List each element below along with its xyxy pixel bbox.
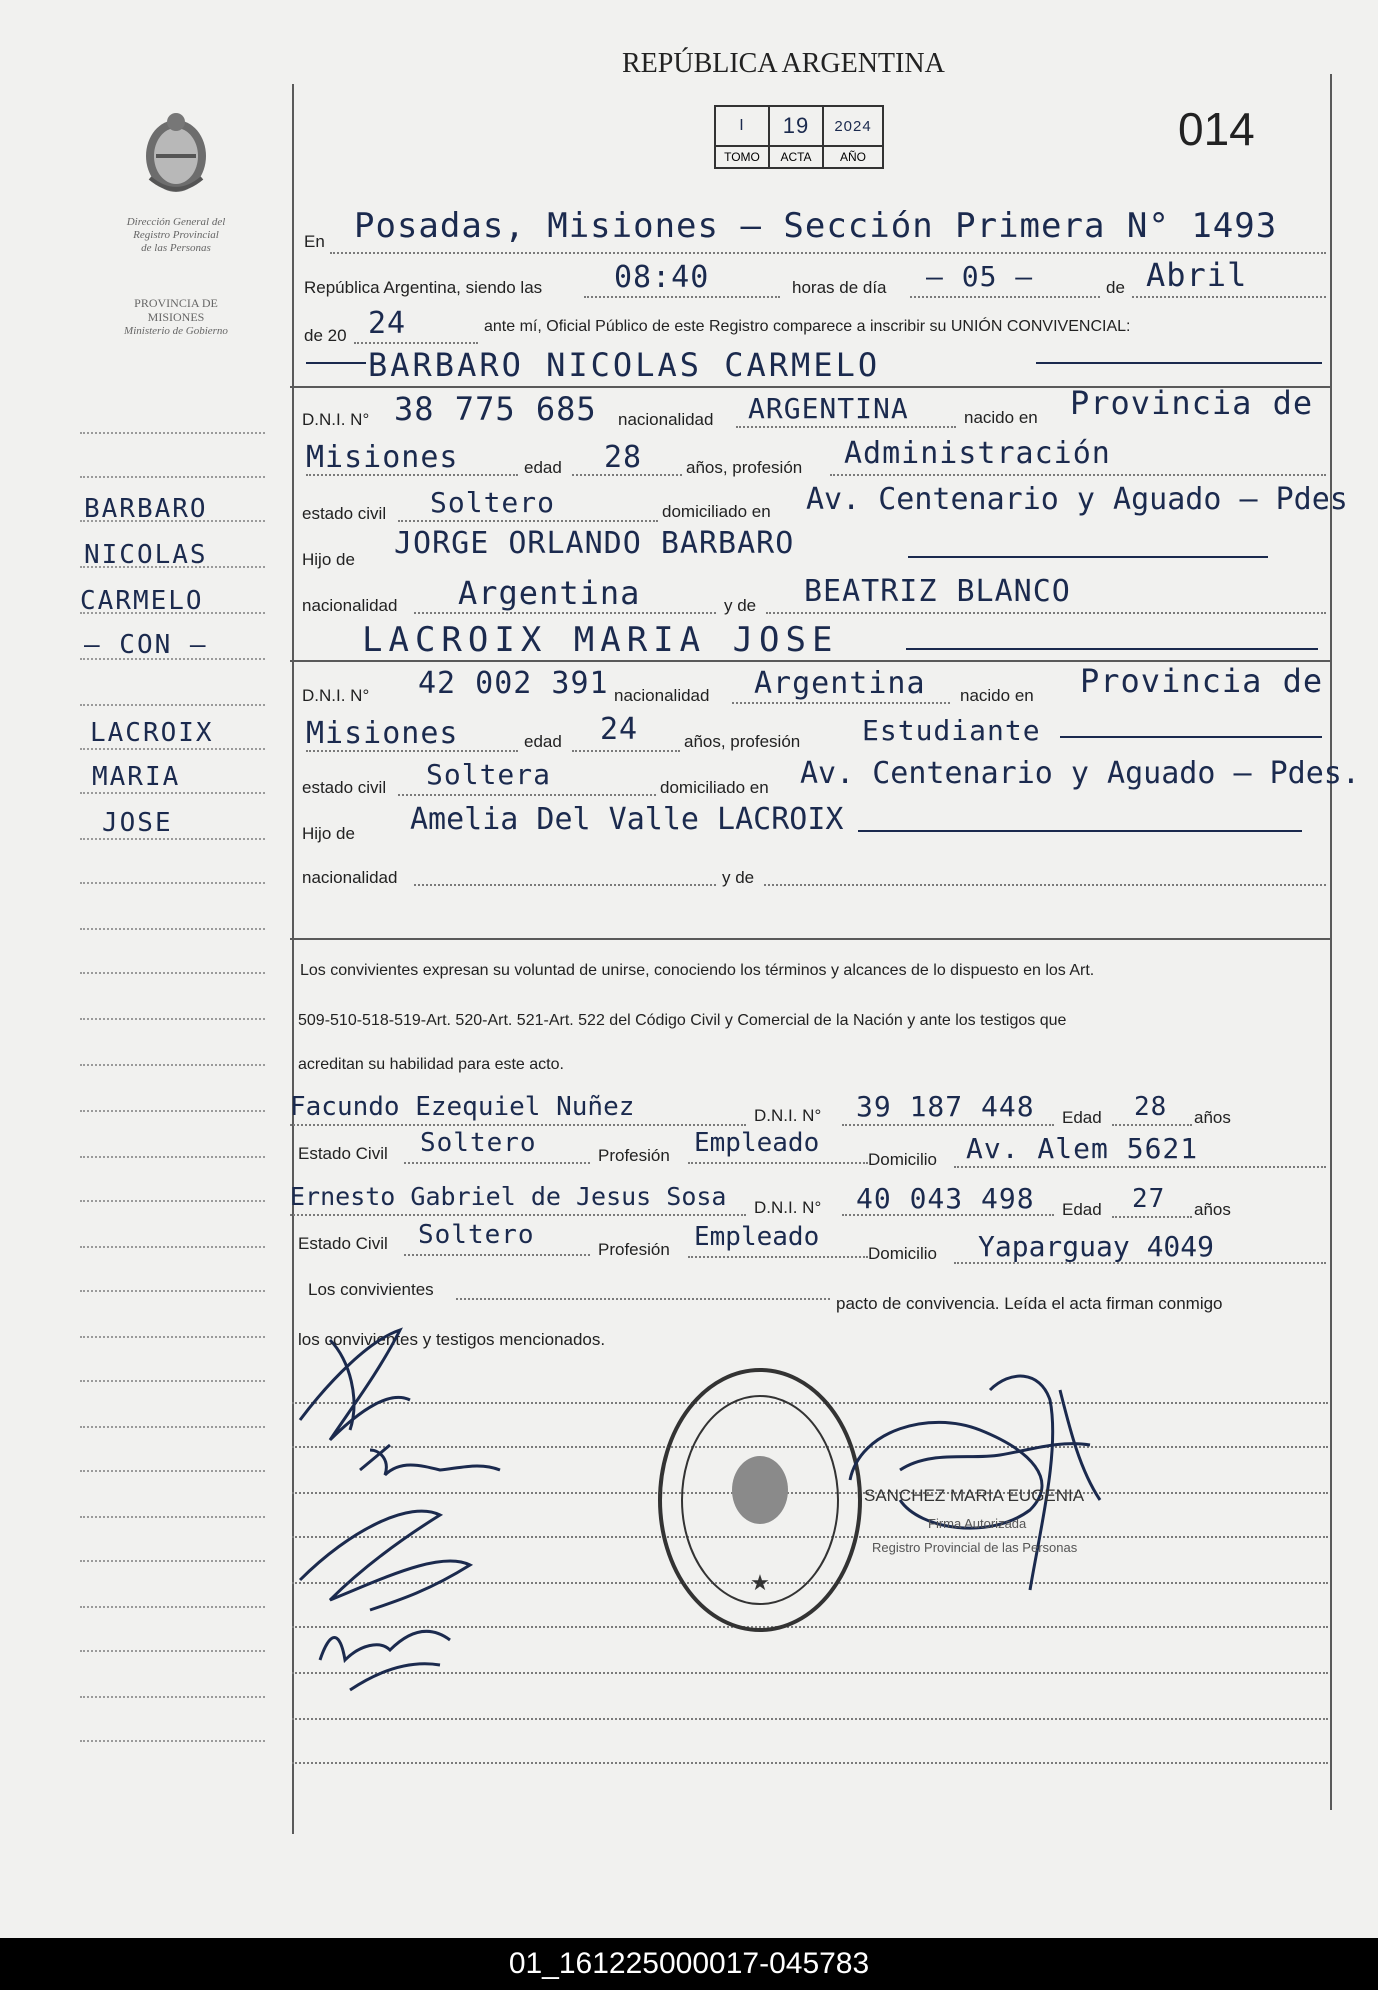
person1-nac2-label: nacionalidad <box>302 596 398 615</box>
official-role: Firma Autorizada <box>928 1516 1027 1531</box>
acta-label: ACTA <box>769 146 823 168</box>
witness2-domicilio: Yaparguay 4049 <box>978 1230 1215 1263</box>
witness2-name: Ernesto Gabriel de Jesus Sosa <box>290 1182 727 1211</box>
tomo-value: I <box>715 106 769 146</box>
margin-note-4: – CON – <box>84 630 208 660</box>
person1-padre-nac: Argentina <box>458 574 641 612</box>
signatures-icon <box>290 1300 530 1720</box>
country-title: REPÚBLICA ARGENTINA <box>622 48 945 79</box>
official-office: Registro Provincial de las Personas <box>872 1540 1078 1555</box>
person2-hijo-label: Hijo de <box>302 824 355 843</box>
witness1-anos-label: años <box>1194 1108 1231 1127</box>
en-label: En <box>304 232 325 251</box>
document-id-footer: 01_161225000017-045783 <box>0 1938 1378 1990</box>
margin-note-1: BARBARO <box>84 494 208 524</box>
person1-dni: 38 775 685 <box>394 390 597 428</box>
person1-nacionalidad: ARGENTINA <box>748 392 909 425</box>
org-line-2: Registro Provincial <box>133 229 219 241</box>
person2-edad-label: edad <box>524 732 562 751</box>
declaration-line-3: acreditan su habilidad para este acto. <box>298 1056 564 1073</box>
person2-profesion-label: años, profesión <box>684 732 801 751</box>
person2-dni-label: D.N.I. N° <box>302 686 370 705</box>
witness2-dom-label: Domicilio <box>868 1244 937 1263</box>
person1-nacido-a: Provincia de <box>1070 384 1314 422</box>
year-prefix: de 20 <box>304 326 347 345</box>
person1-hijo-label: Hijo de <box>302 550 355 569</box>
person2-nacionalidad: Argentina <box>754 666 926 701</box>
margin-note-6: MARIA <box>92 762 181 792</box>
person1-nac-label: nacionalidad <box>618 410 714 429</box>
witness1-prof-label: Profesión <box>598 1146 670 1165</box>
person2-estado-civil: Soltera <box>426 758 552 791</box>
ano-value: 2024 <box>823 106 883 146</box>
registry-place: Posadas, Misiones – Sección Primera N° 1493 <box>354 206 1278 246</box>
person1-civil-label: estado civil <box>302 504 387 523</box>
person2-dom-label: domiciliado en <box>660 778 769 797</box>
coat-of-arms-icon <box>136 108 216 198</box>
month-value: Abril <box>1146 256 1248 294</box>
person2-civil-label: estado civil <box>302 778 387 797</box>
horas-label: horas de día <box>792 278 887 297</box>
person1-estado-civil: Soltero <box>430 486 556 519</box>
margin-note-5: LACROIX <box>90 718 214 748</box>
province-line-3: Ministerio de Gobierno <box>124 325 228 337</box>
acta-value: 19 <box>769 106 823 146</box>
day-value: – 05 – <box>926 260 1034 293</box>
republica-label: República Argentina, siendo las <box>304 278 543 297</box>
witness1-domicilio: Av. Alem 5621 <box>966 1132 1199 1165</box>
closing-pacto: pacto de convivencia. Leída el acta firman conmigo <box>836 1294 1223 1313</box>
de-label: de <box>1106 278 1125 297</box>
declaration-line-2: 509-510-518-519-Art. 520-Art. 521-Art. 522 del Código Civil y Comercial de la Nación y ante los testigos que <box>298 1012 1067 1029</box>
witness2-edad: 27 <box>1132 1184 1166 1214</box>
witness1-edad: 28 <box>1134 1092 1168 1122</box>
witness1-dni: 39 187 448 <box>856 1090 1035 1123</box>
official-name: SANCHEZ MARIA EUGENIA <box>864 1486 1085 1505</box>
org-line-3: de las Personas <box>141 242 211 254</box>
closing-convivientes: Los convivientes <box>308 1280 434 1299</box>
witness2-anos-label: años <box>1194 1200 1231 1219</box>
person2-yde-label: y de <box>722 868 755 887</box>
ante-text: ante mí, Oficial Público de este Registro comparece a inscribir su UNIÓN CONVIVENCIAL: <box>484 318 1131 335</box>
witness1-dom-label: Domicilio <box>868 1150 937 1169</box>
witness2-prof-label: Profesión <box>598 1240 670 1259</box>
person1-name: BARBARO NICOLAS CARMELO <box>368 346 881 384</box>
org-line-1: Dirección General del <box>126 216 226 228</box>
person2-nacido-label: nacido en <box>960 686 1034 705</box>
svg-text:★: ★ <box>750 1570 770 1595</box>
person2-name: LACROIX MARIA JOSE <box>362 620 839 660</box>
person1-profesion-label: años, profesión <box>686 458 803 477</box>
witness2-dni: 40 043 498 <box>856 1182 1035 1215</box>
witness2-profesion: Empleado <box>694 1222 820 1252</box>
witness2-civil-label: Estado Civil <box>298 1234 388 1253</box>
person1-madre: BEATRIZ BLANCO <box>804 574 1071 609</box>
person1-nacido-b: Misiones <box>306 440 459 475</box>
witness1-dni-label: D.N.I. N° <box>754 1106 822 1125</box>
province-name <box>96 296 256 338</box>
ano-label: AÑO <box>823 146 883 168</box>
witness1-estado-civil: Soltero <box>420 1128 537 1158</box>
person2-nacido-a: Provincia de <box>1080 662 1324 700</box>
person2-domicilio: Av. Centenario y Aguado – Pdes. <box>800 756 1360 791</box>
person2-nac2-label: nacionalidad <box>302 868 398 887</box>
witness1-name: Facundo Ezequiel Nuñez <box>290 1092 635 1122</box>
province-line-2: MISIONES <box>147 310 205 324</box>
official-seal-icon <box>650 1360 870 1640</box>
margin-note-3: CARMELO <box>80 586 204 616</box>
person2-padre: Amelia Del Valle LACROIX <box>410 802 844 837</box>
page-number: 014 <box>1178 103 1255 155</box>
witness1-civil-label: Estado Civil <box>298 1144 388 1163</box>
tomo-acta-box <box>714 105 884 169</box>
person2-edad: 24 <box>600 712 639 747</box>
time-value: 08:40 <box>614 260 710 295</box>
closing-line-2: los convivientes y testigos mencionados. <box>298 1330 606 1349</box>
witness1-profesion: Empleado <box>694 1128 820 1158</box>
year-suffix: 24 <box>368 306 407 341</box>
margin-note-2: NICOLAS <box>84 540 208 570</box>
witness1-edad-label: Edad <box>1062 1108 1102 1127</box>
witness2-estado-civil: Soltero <box>418 1220 535 1250</box>
person1-dom-label: domiciliado en <box>662 502 771 521</box>
witness2-dni-label: D.N.I. N° <box>754 1198 822 1217</box>
org-name <box>96 216 256 255</box>
person1-dni-label: D.N.I. N° <box>302 410 370 429</box>
person1-yde-label: y de <box>724 596 757 615</box>
tomo-label: TOMO <box>715 146 769 168</box>
person2-nac-label: nacionalidad <box>614 686 710 705</box>
person2-nacido-b: Misiones <box>306 716 459 751</box>
person1-domicilio: Av. Centenario y Aguado – Pdes <box>806 482 1348 517</box>
person1-nacido-label: nacido en <box>964 408 1038 427</box>
official-signature-icon <box>840 1350 1140 1610</box>
person2-profesion: Estudiante <box>862 714 1041 747</box>
person1-padre: JORGE ORLANDO BARBARO <box>394 526 795 561</box>
person2-dni: 42 002 391 <box>418 666 609 701</box>
person1-edad-label: edad <box>524 458 562 477</box>
person1-edad: 28 <box>604 440 643 475</box>
witness2-edad-label: Edad <box>1062 1200 1102 1219</box>
margin-note-7: JOSE <box>102 808 173 838</box>
province-line-1: PROVINCIA DE <box>134 296 218 310</box>
declaration-line-1: Los convivientes expresan su voluntad de unirse, conociendo los términos y alcances de lo dispuesto en los Art. <box>300 962 1095 979</box>
person1-profesion: Administración <box>844 436 1111 471</box>
